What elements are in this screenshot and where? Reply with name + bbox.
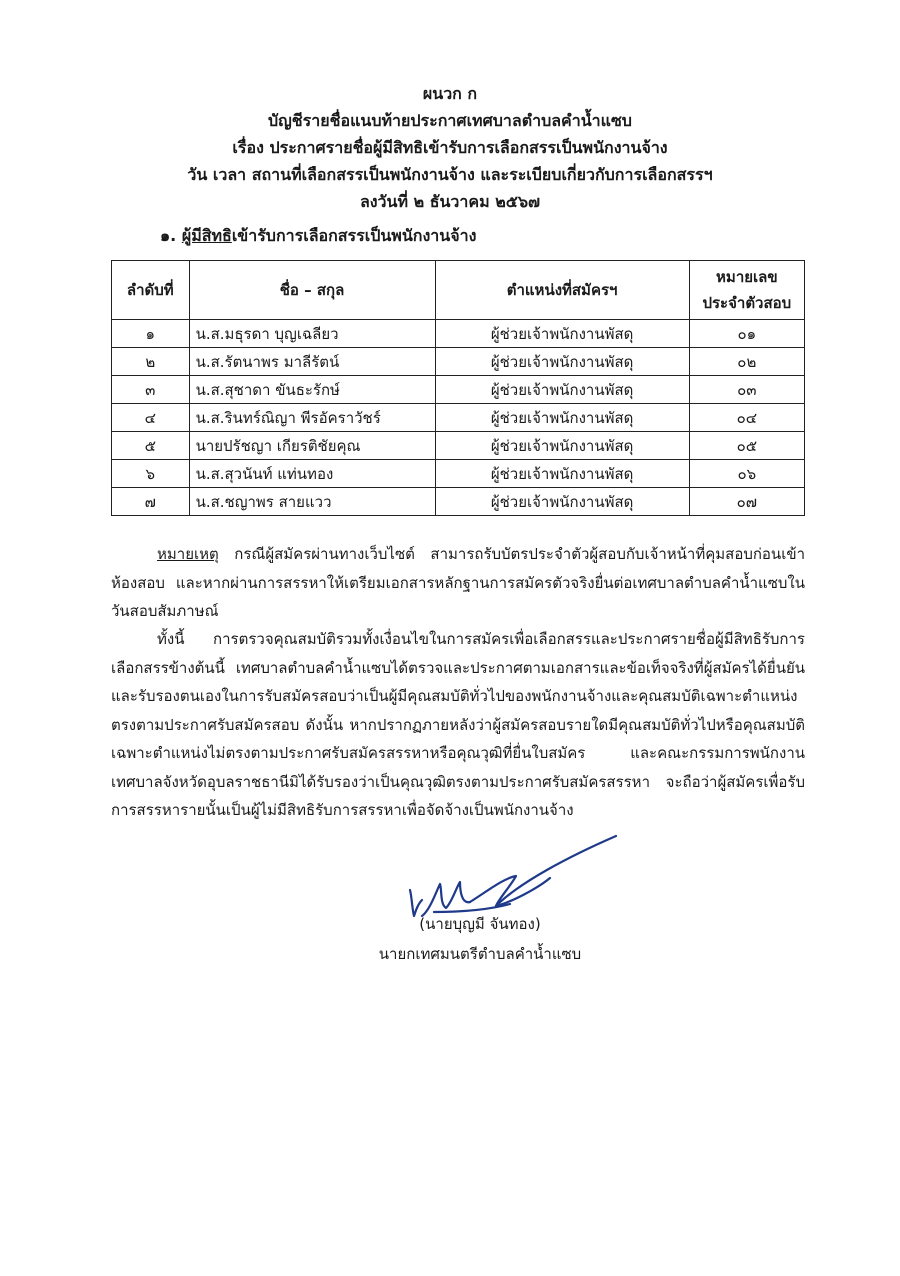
row-exam-id: ๐๒ — [689, 348, 804, 376]
list-title: บัญชีรายชื่อแนบท้ายประกาศเทศบาลตำบลคำน้ำแซบ — [268, 111, 632, 130]
conditions-paragraph: ทั้งนี้ การตรวจคุณสมบัติรวมทั้งเงื่อนไขในการสมัครเพื่อเลือกสรรและประกาศรายชื่อผู้มีสิทธิรับการเลือกสรรข้างต้นนี้ เทศบาลตำบลคำน้ำแซบได้ตรวจและประกาศตามเอกสารและข้อเท็จจริงที่ผู้สมัครได้ยื่นยันและรับรองตนเองในการรับสมัครสอบว่าเป็นผู้มีคุณสมบัติทั่วไปของพนักงานจ้างและคุณสมบัติเฉพาะตำแหน่งตรงตามประกาศรับสมัครสอบ ดังนั้น หากปรากฏภายหลังว่าผู้สมัครสอบรายใดมีคุณสมบัติทั่วไปหรือคุณสมบัติเฉพาะตำแหน่งไม่ตรงตามประกาศรับสมัครสรรหาหรือคุณวุฒิที่ยื่นใบสมัคร และคณะกรรมการพนักงานเทศบาลจังหวัดอุบลราชธานีมิได้รับรองว่าเป็นคุณวุฒิตรงตามประกาศรับสมัครสรรหา จะถือว่าผู้สมัครเพื่อรับการสรรหารายนั้นเป็นผู้ไม่มีสิทธิรับการสรรหาเพื่อจัดจ้างเป็นพนักงานจ้าง — [111, 630, 805, 819]
header-exam-id — [689, 261, 804, 320]
header-exam-id-line1: หมายเลข — [716, 268, 778, 286]
row-num: ๔ — [112, 404, 190, 432]
row-name: น.ส.รินทร์ณิญา พีรอัคราวัชร์ — [189, 404, 435, 432]
candidate-table — [111, 260, 805, 516]
section-title-rest: เข้ารับการเลือกสรรเป็นพนักงานจ้าง — [231, 226, 477, 245]
row-exam-id: ๐๔ — [689, 404, 804, 432]
section-heading — [160, 224, 476, 249]
row-name: น.ส.รัตนาพร มาลีรัตน์ — [189, 348, 435, 376]
header-exam-id-line2: ประจำตัวสอบ — [702, 294, 792, 312]
row-exam-id: ๐๑ — [689, 320, 804, 348]
note-paragraph — [111, 540, 805, 626]
row-num: ๖ — [112, 460, 190, 488]
row-name: นายปรัชญา เกียรติชัยคุณ — [189, 432, 435, 460]
row-num: ๒ — [112, 348, 190, 376]
table-row — [112, 404, 805, 432]
row-num: ๑ — [112, 320, 190, 348]
row-name: น.ส.ชญาพร สายแวว — [189, 488, 435, 516]
section-title-underlined: ผู้มีสิทธิ — [181, 226, 232, 245]
row-exam-id: ๐๕ — [689, 432, 804, 460]
row-position: ผู้ช่วยเจ้าพนักงานพัสดุ — [435, 460, 689, 488]
row-position: ผู้ช่วยเจ้าพนักงานพัสดุ — [435, 404, 689, 432]
row-exam-id: ๐๓ — [689, 376, 804, 404]
header-name: ชื่อ – สกุล — [189, 261, 435, 320]
row-name: น.ส.สุชาดา ขันธะรักษ์ — [189, 376, 435, 404]
annex-title: ผนวก ก — [422, 84, 478, 103]
table-row — [112, 432, 805, 460]
row-num: ๕ — [112, 432, 190, 460]
row-name: น.ส.มธุรดา บุญเฉลียว — [189, 320, 435, 348]
row-position: ผู้ช่วยเจ้าพนักงานพัสดุ — [435, 488, 689, 516]
table-row — [112, 376, 805, 404]
table-header-row — [112, 261, 805, 320]
table-row — [112, 488, 805, 516]
row-num: ๗ — [112, 488, 190, 516]
signatory-name: (นายบุญมี จันทอง) — [419, 915, 541, 933]
row-position: ผู้ช่วยเจ้าพนักงานพัสดุ — [435, 320, 689, 348]
row-position: ผู้ช่วยเจ้าพนักงานพัสดุ — [435, 376, 689, 404]
note-text: กรณีผู้สมัครผ่านทางเว็บไซต์ สามารถรับบัตรประจำตัวผู้สอบกับเจ้าหน้าที่คุมสอบก่อนเข้าห้องสอบ และหากผ่านการสรรหาให้เตรียมเอกสารหลักฐานการสมัครตัวจริงยื่นต่อเทศบาลตำบลคำน้ำแซบในวันสอบสัมภาษณ์ — [111, 545, 805, 620]
table-row — [112, 348, 805, 376]
row-position: ผู้ช่วยเจ้าพนักงานพัสดุ — [435, 348, 689, 376]
signatory-title: นายกเทศมนตรีตำบลคำน้ำแซบ — [378, 945, 582, 963]
row-exam-id: ๐๖ — [689, 460, 804, 488]
schedule-line: วัน เวลา สถานที่เลือกสรรเป็นพนักงานจ้าง และระเบียบเกี่ยวกับการเลือกสรรฯ — [187, 165, 713, 184]
section-number: ๑. — [160, 226, 177, 245]
row-num: ๓ — [112, 376, 190, 404]
row-position: ผู้ช่วยเจ้าพนักงานพัสดุ — [435, 432, 689, 460]
note-label: หมายเหตุ — [157, 545, 219, 563]
table-row — [112, 460, 805, 488]
table-row — [112, 320, 805, 348]
row-name: น.ส.สุวนันท์ แท่นทอง — [189, 460, 435, 488]
document-header — [0, 80, 900, 215]
date-line: ลงวันที่ ๒ ธันวาคม ๒๕๖๗ — [359, 192, 541, 211]
header-position: ตำแหน่งที่สมัครฯ — [435, 261, 689, 320]
header-num: ลำดับที่ — [112, 261, 190, 320]
subject-line: เรื่อง ประกาศรายชื่อผู้มีสิทธิเข้ารับการเลือกสรรเป็นพนักงานจ้าง — [232, 138, 668, 157]
row-exam-id: ๐๗ — [689, 488, 804, 516]
